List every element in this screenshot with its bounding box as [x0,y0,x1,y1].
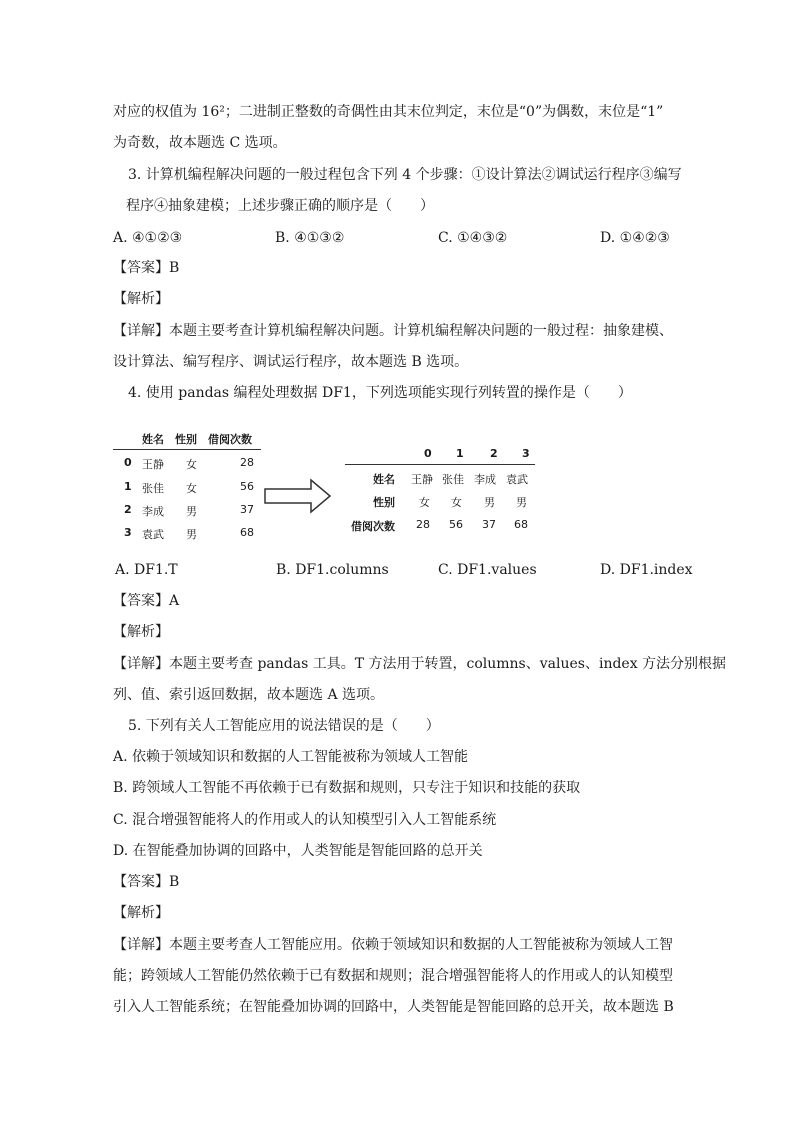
table-cell: 37 [240,503,254,516]
row-index: 1 [124,480,132,493]
detail: 列、值、索引返回数据，故本题选 A 选项。 [113,687,385,703]
table-cell: 张佳 [142,482,164,495]
text-line: 对应的权值为 16²；二进制正整数的奇偶性由其末位判定，末位是“0”为偶数，末位是“1” [113,104,664,120]
q4-option-b: B. DF1.columns [276,562,389,578]
table-cell: 56 [449,518,463,531]
question-3: 3. 计算机编程解决问题的一般过程包含下列 4 个步骤：①设计算法②调试运行程序③编写 [128,167,682,183]
column-header: 性别 [175,433,197,446]
detail: 【详解】本题主要考查 pandas 工具。T 方法用于转置，columns、values、index 方法分别根据 [113,656,727,672]
column-header: 借阅次数 [208,433,252,446]
analysis-heading: 【解析】 [113,291,169,307]
detail: 能；跨领域人工智能仍然依赖于已有数据和规则；混合增强智能将人的作用或人的认知模型 [113,968,673,984]
table-cell: 56 [240,480,254,493]
row-label: 借阅次数 [351,520,395,533]
table-cell: 袁武 [142,528,164,541]
column-header: 姓名 [142,433,164,446]
analysis-heading: 【解析】 [113,624,169,640]
analysis-heading: 【解析】 [113,905,169,921]
question-4: 4. 使用 pandas 编程处理数据 DF1，下列选项能实现行列转置的操作是（ ） [128,385,632,401]
detail: 【详解】本题主要考查计算机编程解决问题。计算机编程解决问题的一般过程：抽象建模、 [113,323,673,339]
dataframe-transposed [345,443,537,538]
table-cell: 68 [514,518,528,531]
table-cell: 女 [186,482,197,495]
q5-option-c: C. 混合增强智能将人的作用或人的认知模型引入人工智能系统 [113,812,497,828]
detail: 【详解】本题主要考查人工智能应用。依赖于领域知识和数据的人工智能被称为领域人工智 [113,937,673,953]
column-header: 0 [424,447,432,460]
question-5: 5. 下列有关人工智能应用的说法错误的是（ ） [128,718,440,734]
q4-option-d: D. DF1.index [600,562,693,578]
table-cell: 男 [516,496,527,509]
column-header: 3 [522,447,530,460]
q3-option-b: B. ④①③② [275,230,345,246]
table-cell: 男 [484,496,495,509]
q3-option-d: D. ①④②③ [600,230,670,246]
text-line: 为奇数，故本题选 C 选项。 [113,135,287,151]
row-label: 性别 [373,496,395,509]
row-label: 姓名 [373,473,395,486]
table-cell: 68 [240,526,254,539]
column-header: 1 [456,447,464,460]
table-cell: 李成 [142,505,164,518]
detail: 设计算法、编写程序、调试运行程序，故本题选 B 选项。 [113,354,469,370]
table-rule [113,449,261,450]
question-3-cont: 程序④抽象建模；上述步骤正确的顺序是（ ） [126,198,434,214]
table-cell: 28 [240,456,254,469]
table-cell: 女 [186,458,197,471]
q3-option-a: A. ④①②③ [113,230,183,246]
table-cell: 28 [416,518,430,531]
right-arrow-icon [263,478,333,514]
q5-option-b: B. 跨领域人工智能不再依赖于已有数据和规则，只专注于知识和技能的获取 [113,780,581,796]
table-cell: 37 [482,518,496,531]
answer: 【答案】A [113,593,180,609]
column-header: 2 [490,447,498,460]
q4-option-c: C. DF1.values [438,562,537,578]
table-cell: 王静 [142,458,164,471]
table-cell: 男 [186,505,197,518]
dataframe-original [113,425,263,545]
table-rule [345,464,535,465]
table-cell: 女 [419,496,430,509]
detail: 引入人工智能系统；在智能叠加协调的回路中，人类智能是智能回路的总开关，故本题选 B [113,999,674,1015]
row-index: 3 [124,526,132,539]
row-index: 2 [124,503,132,516]
answer: 【答案】B [113,874,180,890]
row-index: 0 [124,456,132,469]
table-cell: 王静 [411,473,433,486]
answer: 【答案】B [113,260,180,276]
q5-option-a: A. 依赖于领域知识和数据的人工智能被称为领域人工智能 [113,749,469,765]
table-cell: 李成 [474,473,496,486]
q4-option-a: A. DF1.T [115,562,178,578]
q5-option-d: D. 在智能叠加协调的回路中，人类智能是智能回路的总开关 [113,843,483,859]
q3-option-c: C. ①④③② [438,230,508,246]
table-cell: 张佳 [442,473,464,486]
table-cell: 袁武 [506,473,528,486]
table-cell: 男 [186,528,197,541]
table-cell: 女 [451,496,462,509]
